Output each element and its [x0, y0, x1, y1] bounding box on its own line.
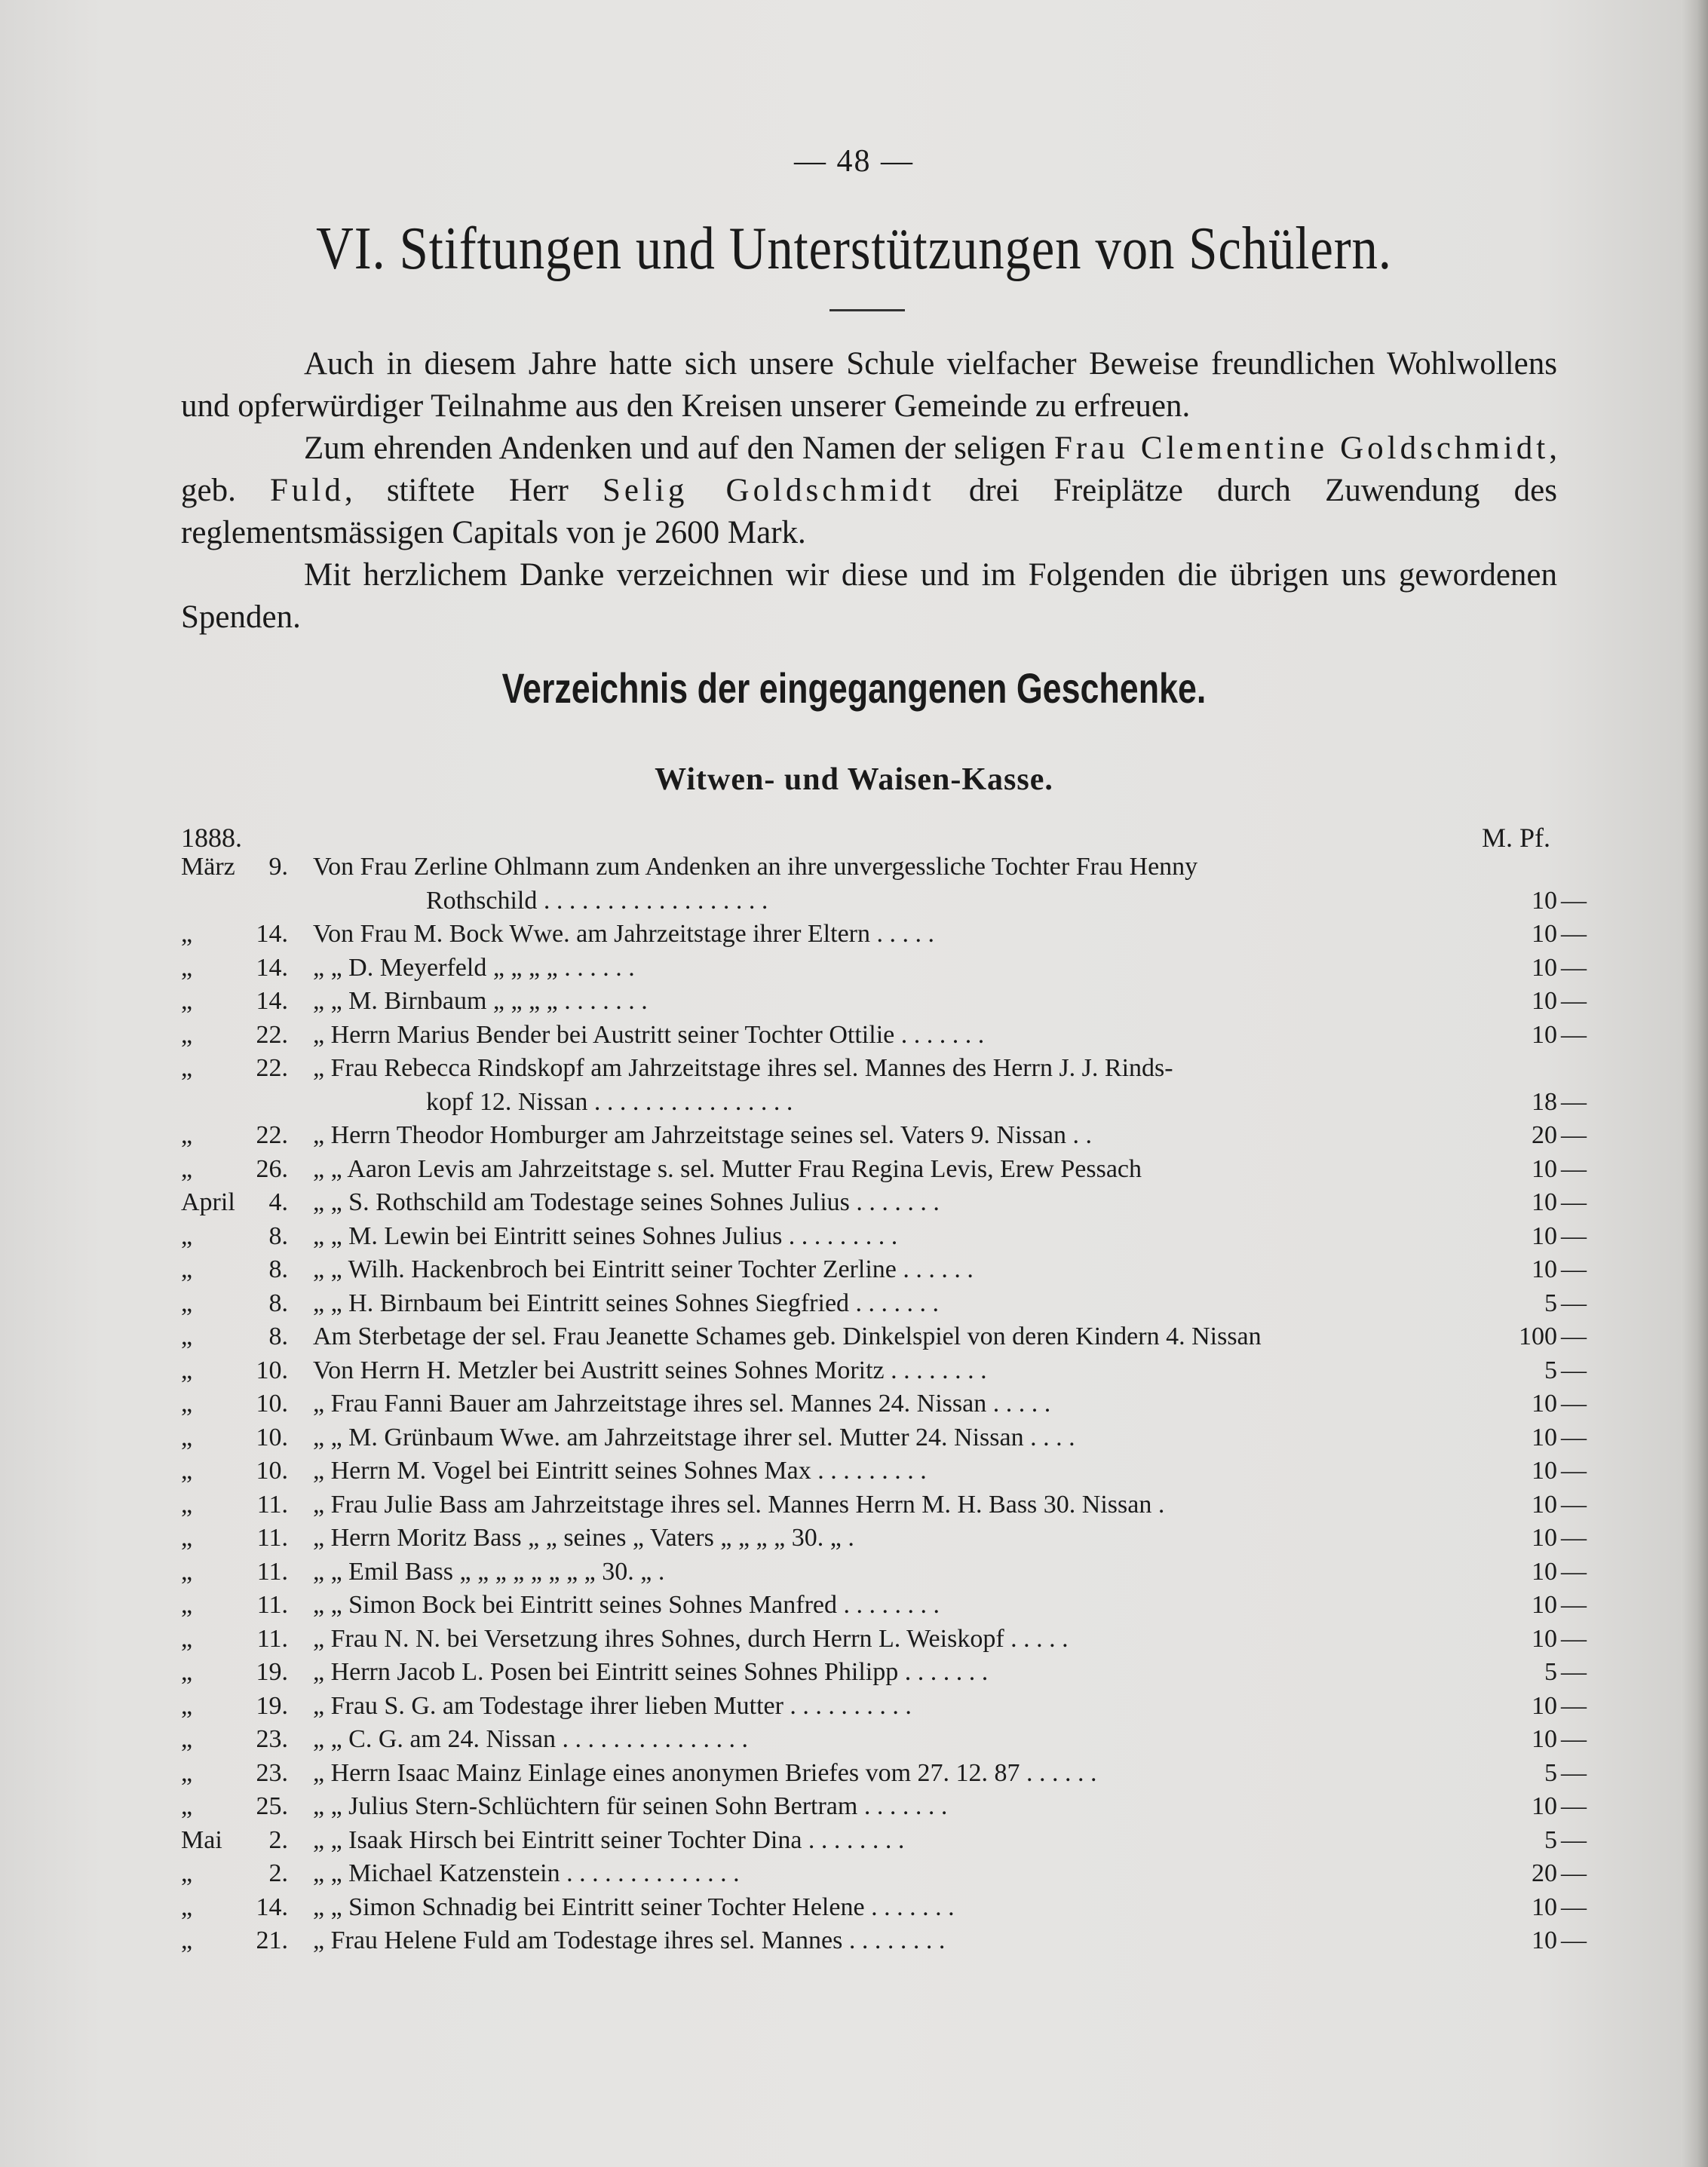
row-month: „	[181, 1121, 193, 1149]
row-dash: —	[1561, 1893, 1587, 1921]
row-day: 8.	[268, 1323, 288, 1350]
row-text: „ „ M. Lewin bei Eintritt seines Sohnes Julius . . . . . . . . .	[313, 1221, 898, 1250]
row-dash: —	[1561, 1423, 1587, 1451]
table-row	[0, 884, 1708, 918]
row-amount: 10	[1532, 1188, 1557, 1216]
row-amount: 10	[1532, 920, 1557, 948]
row-amount: 10	[1532, 1524, 1557, 1552]
row-text: „ „ Michael Katzenstein . . . . . . . . . . . . . .	[313, 1859, 740, 1887]
row-month: „	[181, 1423, 193, 1451]
row-dash: —	[1561, 1289, 1587, 1317]
row-day: 14.	[256, 920, 288, 948]
row-dash: —	[1561, 1221, 1587, 1250]
row-day: 8.	[268, 1221, 288, 1250]
row-text: „ Herrn M. Vogel bei Eintritt seines Sohnes Max . . . . . . . . .	[313, 1457, 927, 1485]
row-day: 19.	[256, 1658, 288, 1686]
title-divider	[829, 309, 905, 311]
row-amount: 10	[1532, 1893, 1557, 1921]
row-day: 11.	[256, 1490, 288, 1519]
row-dash: —	[1561, 1390, 1587, 1418]
row-amount: 5	[1544, 1356, 1557, 1384]
row-dash: —	[1561, 1154, 1587, 1183]
row-day: 2.	[268, 1859, 288, 1887]
row-dash: —	[1561, 1087, 1587, 1116]
intro-p2-text-a: Zum ehrenden Andenken und auf den Namen der seligen	[304, 431, 1054, 466]
row-day: 23.	[256, 1758, 288, 1787]
row-dash: —	[1561, 1758, 1587, 1787]
row-text: Am Sterbetage der sel. Frau Jeanette Schames geb. Dinkelspiel von deren Kindern 4. Nissan	[313, 1323, 1262, 1350]
row-month: „	[181, 1490, 193, 1519]
donation-list	[0, 851, 1708, 1958]
row-text: „ „ Wilh. Hackenbroch bei Eintritt seiner Tochter Zerline . . . . . .	[313, 1255, 974, 1283]
row-month: „	[181, 1524, 193, 1552]
row-dash: —	[1561, 1825, 1587, 1854]
row-month: Mai	[181, 1825, 222, 1854]
row-dash: —	[1561, 1188, 1587, 1216]
row-day: 11.	[256, 1624, 288, 1653]
row-dash: —	[1561, 1121, 1587, 1149]
row-text: „ „ H. Birnbaum bei Eintritt seines Sohnes Siegfried . . . . . . .	[313, 1289, 940, 1317]
intro-text	[181, 343, 1557, 639]
table-row	[0, 1253, 1708, 1287]
row-amount: 10	[1532, 1691, 1557, 1720]
row-dash: —	[1561, 886, 1587, 915]
table-row	[0, 1589, 1708, 1623]
row-text: „ „ Simon Bock bei Eintritt seines Sohnes Manfred . . . . . . . .	[313, 1591, 940, 1619]
row-month: „	[181, 1926, 193, 1954]
table-row	[0, 1924, 1708, 1958]
row-dash: —	[1561, 1255, 1587, 1283]
row-month: „	[181, 1154, 193, 1183]
row-day: 10.	[256, 1356, 288, 1384]
row-day: 19.	[256, 1691, 288, 1720]
row-day: 22.	[256, 1020, 288, 1049]
row-dash: —	[1561, 1725, 1587, 1753]
row-month: „	[181, 1758, 193, 1787]
row-day: 8.	[268, 1289, 288, 1317]
row-dash: —	[1561, 1658, 1587, 1686]
row-amount: 10	[1532, 1255, 1557, 1283]
row-dash: —	[1561, 953, 1587, 982]
row-month: „	[181, 1859, 193, 1887]
table-row	[0, 1019, 1708, 1053]
table-row	[0, 1186, 1708, 1220]
row-text: „ „ Julius Stern-Schlüchtern für seinen Sohn Bertram . . . . . . .	[313, 1792, 948, 1820]
table-row	[0, 1119, 1708, 1153]
row-text: „ Herrn Isaac Mainz Einlage eines anonymen Briefes vom 27. 12. 87 . . . . . .	[313, 1758, 1097, 1787]
table-row	[0, 1387, 1708, 1421]
row-dash: —	[1561, 1490, 1587, 1519]
table-row	[0, 1556, 1708, 1589]
table-row	[0, 1287, 1708, 1321]
row-dash: —	[1561, 1557, 1587, 1586]
table-row	[0, 1522, 1708, 1556]
row-text: „ Frau Fanni Bauer am Jahrzeitstage ihres sel. Mannes 24. Nissan . . . . .	[313, 1390, 1051, 1418]
row-text: „ Herrn Theodor Homburger am Jahrzeitstage seines sel. Vaters 9. Nissan . .	[313, 1121, 1092, 1149]
row-day: 14.	[256, 1893, 288, 1921]
row-month: „	[181, 1591, 193, 1619]
row-text: „ Herrn Marius Bender bei Austritt seiner Tochter Ottilie . . . . . . .	[313, 1020, 985, 1049]
row-amount: 10	[1532, 1490, 1557, 1519]
table-row	[0, 1454, 1708, 1488]
row-text: „ „ S. Rothschild am Todestage seines Sohnes Julius . . . . . . .	[313, 1188, 940, 1216]
table-row	[0, 1723, 1708, 1757]
row-text: Von Herrn H. Metzler bei Austritt seines Sohnes Moritz . . . . . . . .	[313, 1356, 987, 1384]
row-day: 23.	[256, 1725, 288, 1753]
row-day: 4.	[268, 1188, 288, 1216]
table-row	[0, 1421, 1708, 1455]
table-row	[0, 1656, 1708, 1690]
table-row	[0, 1220, 1708, 1254]
row-amount: 10	[1532, 1624, 1557, 1653]
row-day: 11.	[256, 1524, 288, 1552]
intro-p2-text-d: drei Freiplätze durch Zuwendung des reglementsmässigen Capitals von je 2600 Mark.	[181, 473, 1557, 550]
row-text: „ „ Simon Schnadig bei Eintritt seiner Tochter Helene . . . . . . .	[313, 1893, 955, 1921]
row-day: 21.	[256, 1926, 288, 1954]
row-amount: 5	[1544, 1825, 1557, 1854]
row-text: kopf 12. Nissan . . . . . . . . . . . . . . . .	[426, 1087, 793, 1116]
row-day: 10.	[256, 1457, 288, 1485]
row-amount: 10	[1532, 1154, 1557, 1183]
row-dash: —	[1561, 1356, 1587, 1384]
row-month: „	[181, 1725, 193, 1753]
row-day: 26.	[256, 1154, 288, 1183]
row-month: „	[181, 1255, 193, 1283]
row-amount: 10	[1532, 1390, 1557, 1418]
row-amount: 10	[1532, 1457, 1557, 1485]
intro-p2-text-c: , stiftete Herr	[344, 473, 603, 508]
table-row	[0, 1790, 1708, 1824]
row-amount: 10	[1532, 1591, 1557, 1619]
currency-header: M. Pf.	[1482, 823, 1551, 853]
list-title: Verzeichnis der eingegangenen Geschenke.	[501, 664, 1207, 712]
row-amount: 20	[1532, 1121, 1557, 1149]
row-text: „ Frau Helene Fuld am Todestage ihres sel. Mannes . . . . . . . .	[313, 1926, 946, 1954]
table-row	[0, 1757, 1708, 1791]
row-text: „ „ Emil Bass „ „ „ „ „ „ „ „ 30. „ .	[313, 1557, 665, 1586]
row-dash: —	[1561, 1591, 1587, 1619]
table-row	[0, 952, 1708, 985]
row-day: 9.	[268, 853, 288, 881]
row-month: „	[181, 1221, 193, 1250]
row-amount: 5	[1544, 1758, 1557, 1787]
row-dash: —	[1561, 1624, 1587, 1653]
table-row	[0, 1824, 1708, 1858]
row-dash: —	[1561, 1926, 1587, 1954]
row-month: „	[181, 1658, 193, 1686]
row-text: „ Frau Rebecca Rindskopf am Jahrzeitstage ihres sel. Mannes des Herrn J. J. Rinds-	[313, 1054, 1173, 1082]
row-month: „	[181, 1390, 193, 1418]
row-day: 14.	[256, 987, 288, 1015]
row-amount: 100	[1519, 1323, 1557, 1350]
row-day: 11.	[256, 1591, 288, 1619]
intro-p2-name-2: Fuld	[270, 473, 345, 508]
section-title: VI. Stiftungen und Unterstützungen von Schülern.	[316, 216, 1392, 282]
row-day: 11.	[256, 1557, 288, 1586]
row-dash: —	[1561, 920, 1587, 948]
row-day: 22.	[256, 1054, 288, 1082]
table-row	[0, 1153, 1708, 1187]
row-text: „ Frau N. N. bei Versetzung ihres Sohnes, durch Herrn L. Weiskopf . . . . .	[313, 1624, 1069, 1653]
row-month: „	[181, 1893, 193, 1921]
row-amount: 10	[1532, 987, 1557, 1015]
table-row	[0, 1891, 1708, 1925]
row-text: „ „ M. Birnbaum „ „ „ „ . . . . . . .	[313, 987, 648, 1015]
table-row	[0, 1354, 1708, 1388]
row-amount: 10	[1532, 1221, 1557, 1250]
row-dash: —	[1561, 1323, 1587, 1350]
fund-title: Witwen- und Waisen-Kasse.	[655, 762, 1053, 797]
row-amount: 10	[1532, 1926, 1557, 1954]
row-text: Von Frau Zerline Ohlmann zum Andenken an ihre unvergessliche Tochter Frau Henny	[313, 853, 1198, 881]
row-text: „ „ Aaron Levis am Jahrzeitstage s. sel. Mutter Frau Regina Levis, Erew Pessach	[313, 1154, 1142, 1183]
row-dash: —	[1561, 987, 1587, 1015]
table-row	[0, 851, 1708, 884]
row-month: „	[181, 1792, 193, 1820]
row-month: „	[181, 1691, 193, 1720]
row-text: „ „ C. G. am 24. Nissan . . . . . . . . . . . . . . .	[313, 1725, 749, 1753]
page-number: — 48 —	[794, 144, 914, 179]
row-dash: —	[1561, 1457, 1587, 1485]
intro-p2-name-1: Frau Clementine Goldschmidt	[1053, 431, 1550, 466]
row-month: „	[181, 987, 193, 1015]
row-amount: 10	[1532, 953, 1557, 982]
row-dash: —	[1561, 1792, 1587, 1820]
row-month: „	[181, 920, 193, 948]
row-dash: —	[1561, 1020, 1587, 1049]
intro-p2-name-3: Selig Goldschmidt	[602, 473, 935, 508]
row-day: 2.	[268, 1825, 288, 1854]
row-text: „ „ D. Meyerfeld „ „ „ „ . . . . . .	[313, 953, 635, 982]
row-amount: 5	[1544, 1658, 1557, 1686]
table-row	[0, 1857, 1708, 1891]
intro-paragraph-1: Auch in diesem Jahre hatte sich unsere Schule vielfacher Beweise freundlichen Wohlwollens und opferwürdiger Teilnahme aus den Kreisen unserer Gemeinde zu erfreuen.	[181, 346, 1557, 424]
row-amount: 10	[1532, 1725, 1557, 1753]
year-label: 1888.	[181, 823, 242, 853]
row-day: 25.	[256, 1792, 288, 1820]
row-month: „	[181, 953, 193, 982]
row-amount: 10	[1532, 886, 1557, 915]
row-month: „	[181, 1457, 193, 1485]
row-month: „	[181, 1020, 193, 1049]
table-row	[0, 918, 1708, 952]
row-amount: 20	[1532, 1859, 1557, 1887]
row-text: Von Frau M. Bock Wwe. am Jahrzeitstage ihrer Eltern . . . . .	[313, 920, 934, 948]
row-amount: 5	[1544, 1289, 1557, 1317]
row-month: „	[181, 1054, 193, 1082]
row-month: „	[181, 1356, 193, 1384]
intro-p2-text-b: , geb.	[181, 431, 1558, 508]
row-text: „ Frau S. G. am Todestage ihrer lieben Mutter . . . . . . . . . .	[313, 1691, 912, 1720]
row-month: „	[181, 1624, 193, 1653]
row-text: „ Frau Julie Bass am Jahrzeitstage ihres sel. Mannes Herrn M. H. Bass 30. Nissan .	[313, 1490, 1165, 1519]
row-amount: 10	[1532, 1020, 1557, 1049]
row-amount: 10	[1532, 1423, 1557, 1451]
table-row	[0, 1052, 1708, 1086]
row-text: „ „ M. Grünbaum Wwe. am Jahrzeitstage ihrer sel. Mutter 24. Nissan . . . .	[313, 1423, 1075, 1451]
row-text: „ „ Isaak Hirsch bei Eintritt seiner Tochter Dina . . . . . . . .	[313, 1825, 905, 1854]
row-month: „	[181, 1557, 193, 1586]
row-dash: —	[1561, 1524, 1587, 1552]
row-day: 14.	[256, 953, 288, 982]
row-day: 8.	[268, 1255, 288, 1283]
intro-paragraph-3: Mit herzlichem Danke verzeichnen wir diese und im Folgenden die übrigen uns gewordenen Spenden.	[181, 557, 1557, 635]
row-text: „ Herrn Moritz Bass „ „ seines „ Vaters „ „ „ „ 30. „ .	[313, 1524, 854, 1552]
table-row	[0, 1488, 1708, 1522]
row-amount: 10	[1532, 1557, 1557, 1586]
row-text: Rothschild . . . . . . . . . . . . . . . . . .	[426, 886, 768, 915]
row-text: „ Herrn Jacob L. Posen bei Eintritt seines Sohnes Philipp . . . . . . .	[313, 1658, 989, 1686]
table-row	[0, 1623, 1708, 1657]
row-amount: 18	[1532, 1087, 1557, 1116]
table-row	[0, 1320, 1708, 1354]
row-month: März	[181, 853, 235, 881]
table-row	[0, 985, 1708, 1019]
row-day: 10.	[256, 1390, 288, 1418]
row-day: 22.	[256, 1121, 288, 1149]
row-day: 10.	[256, 1423, 288, 1451]
table-row	[0, 1086, 1708, 1120]
row-month: „	[181, 1323, 193, 1350]
row-month: April	[181, 1188, 235, 1216]
row-amount: 10	[1532, 1792, 1557, 1820]
table-row	[0, 1690, 1708, 1724]
row-dash: —	[1561, 1859, 1587, 1887]
row-month: „	[181, 1289, 193, 1317]
row-dash: —	[1561, 1691, 1587, 1720]
intro-paragraph-2	[181, 428, 1557, 554]
